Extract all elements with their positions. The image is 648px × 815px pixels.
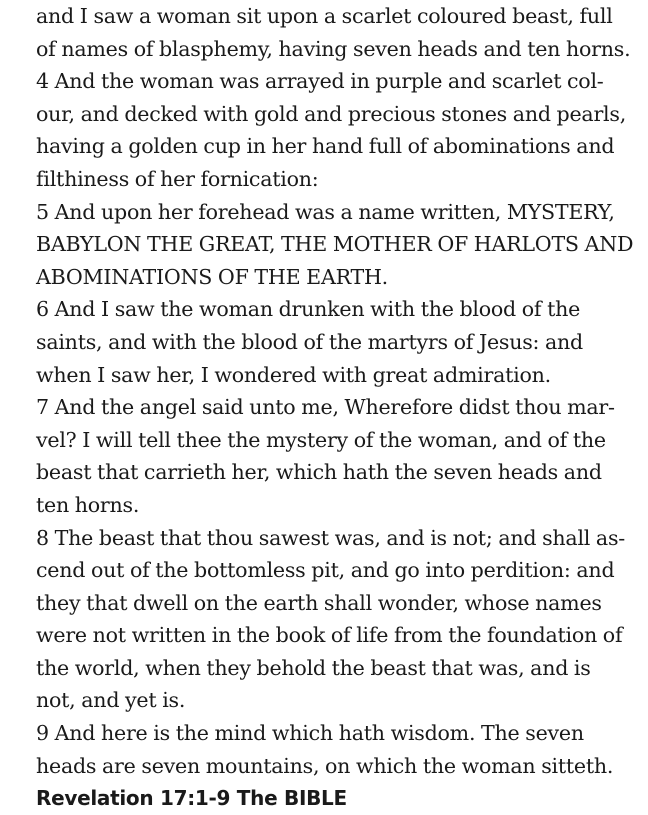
text-line: BABYLON THE GREAT, THE MOTHER OF HARLOTS AND: [36, 232, 634, 257]
text-line: and I saw a woman sit upon a scarlet coloured beast, full: [36, 4, 613, 28]
text-line: filthiness of her fornication:: [36, 166, 319, 191]
text-line: cend out of the bottomless pit, and go into perdition: and: [36, 558, 615, 583]
text-line: 9 And here is the mind which hath wisdom. The seven: [36, 721, 584, 746]
text-line: they that dwell on the earth shall wonder, whose names: [36, 590, 602, 615]
citation-reference: Revelation 17:1-9 The BIBLE: [36, 786, 347, 811]
text-line: having a golden cup in her hand full of abominations and: [36, 134, 615, 159]
text-line: beast that carrieth her, which hath the seven heads and: [36, 460, 602, 485]
text-line: 4 And the woman was arrayed in purple and scarlet col-: [36, 69, 604, 94]
text-line: our, and decked with gold and precious stones and pearls,: [36, 101, 627, 126]
text-line: were not written in the book of life from the foundation of: [36, 623, 623, 648]
text-line: ABOMINATIONS OF THE EARTH.: [36, 264, 388, 289]
text-line: 7 And the angel said unto me, Wherefore didst thou mar-: [36, 395, 615, 420]
text-line: when I saw her, I wondered with great admiration.: [36, 362, 551, 387]
text-line: 8 The beast that thou sawest was, and is not; and shall as-: [36, 525, 625, 550]
text-line: not, and yet is.: [36, 688, 186, 713]
text-line: ten horns.: [36, 492, 140, 517]
text-line: vel? I will tell thee the mystery of the woman, and of the: [36, 427, 606, 452]
text-line: 6 And I saw the woman drunken with the blood of the: [36, 297, 581, 322]
text-line: heads are seven mountains, on which the woman sitteth.: [36, 753, 614, 778]
text-line: the world, when they behold the beast that was, and is: [36, 655, 591, 680]
text-line: 5 And upon her forehead was a name written, MYSTERY,: [36, 199, 615, 224]
text-line: saints, and with the blood of the martyrs of Jesus: and: [36, 329, 583, 354]
scripture-text-block: [36, 0, 636, 815]
text-line: of names of blasphemy, having seven heads and ten horns.: [36, 36, 631, 61]
